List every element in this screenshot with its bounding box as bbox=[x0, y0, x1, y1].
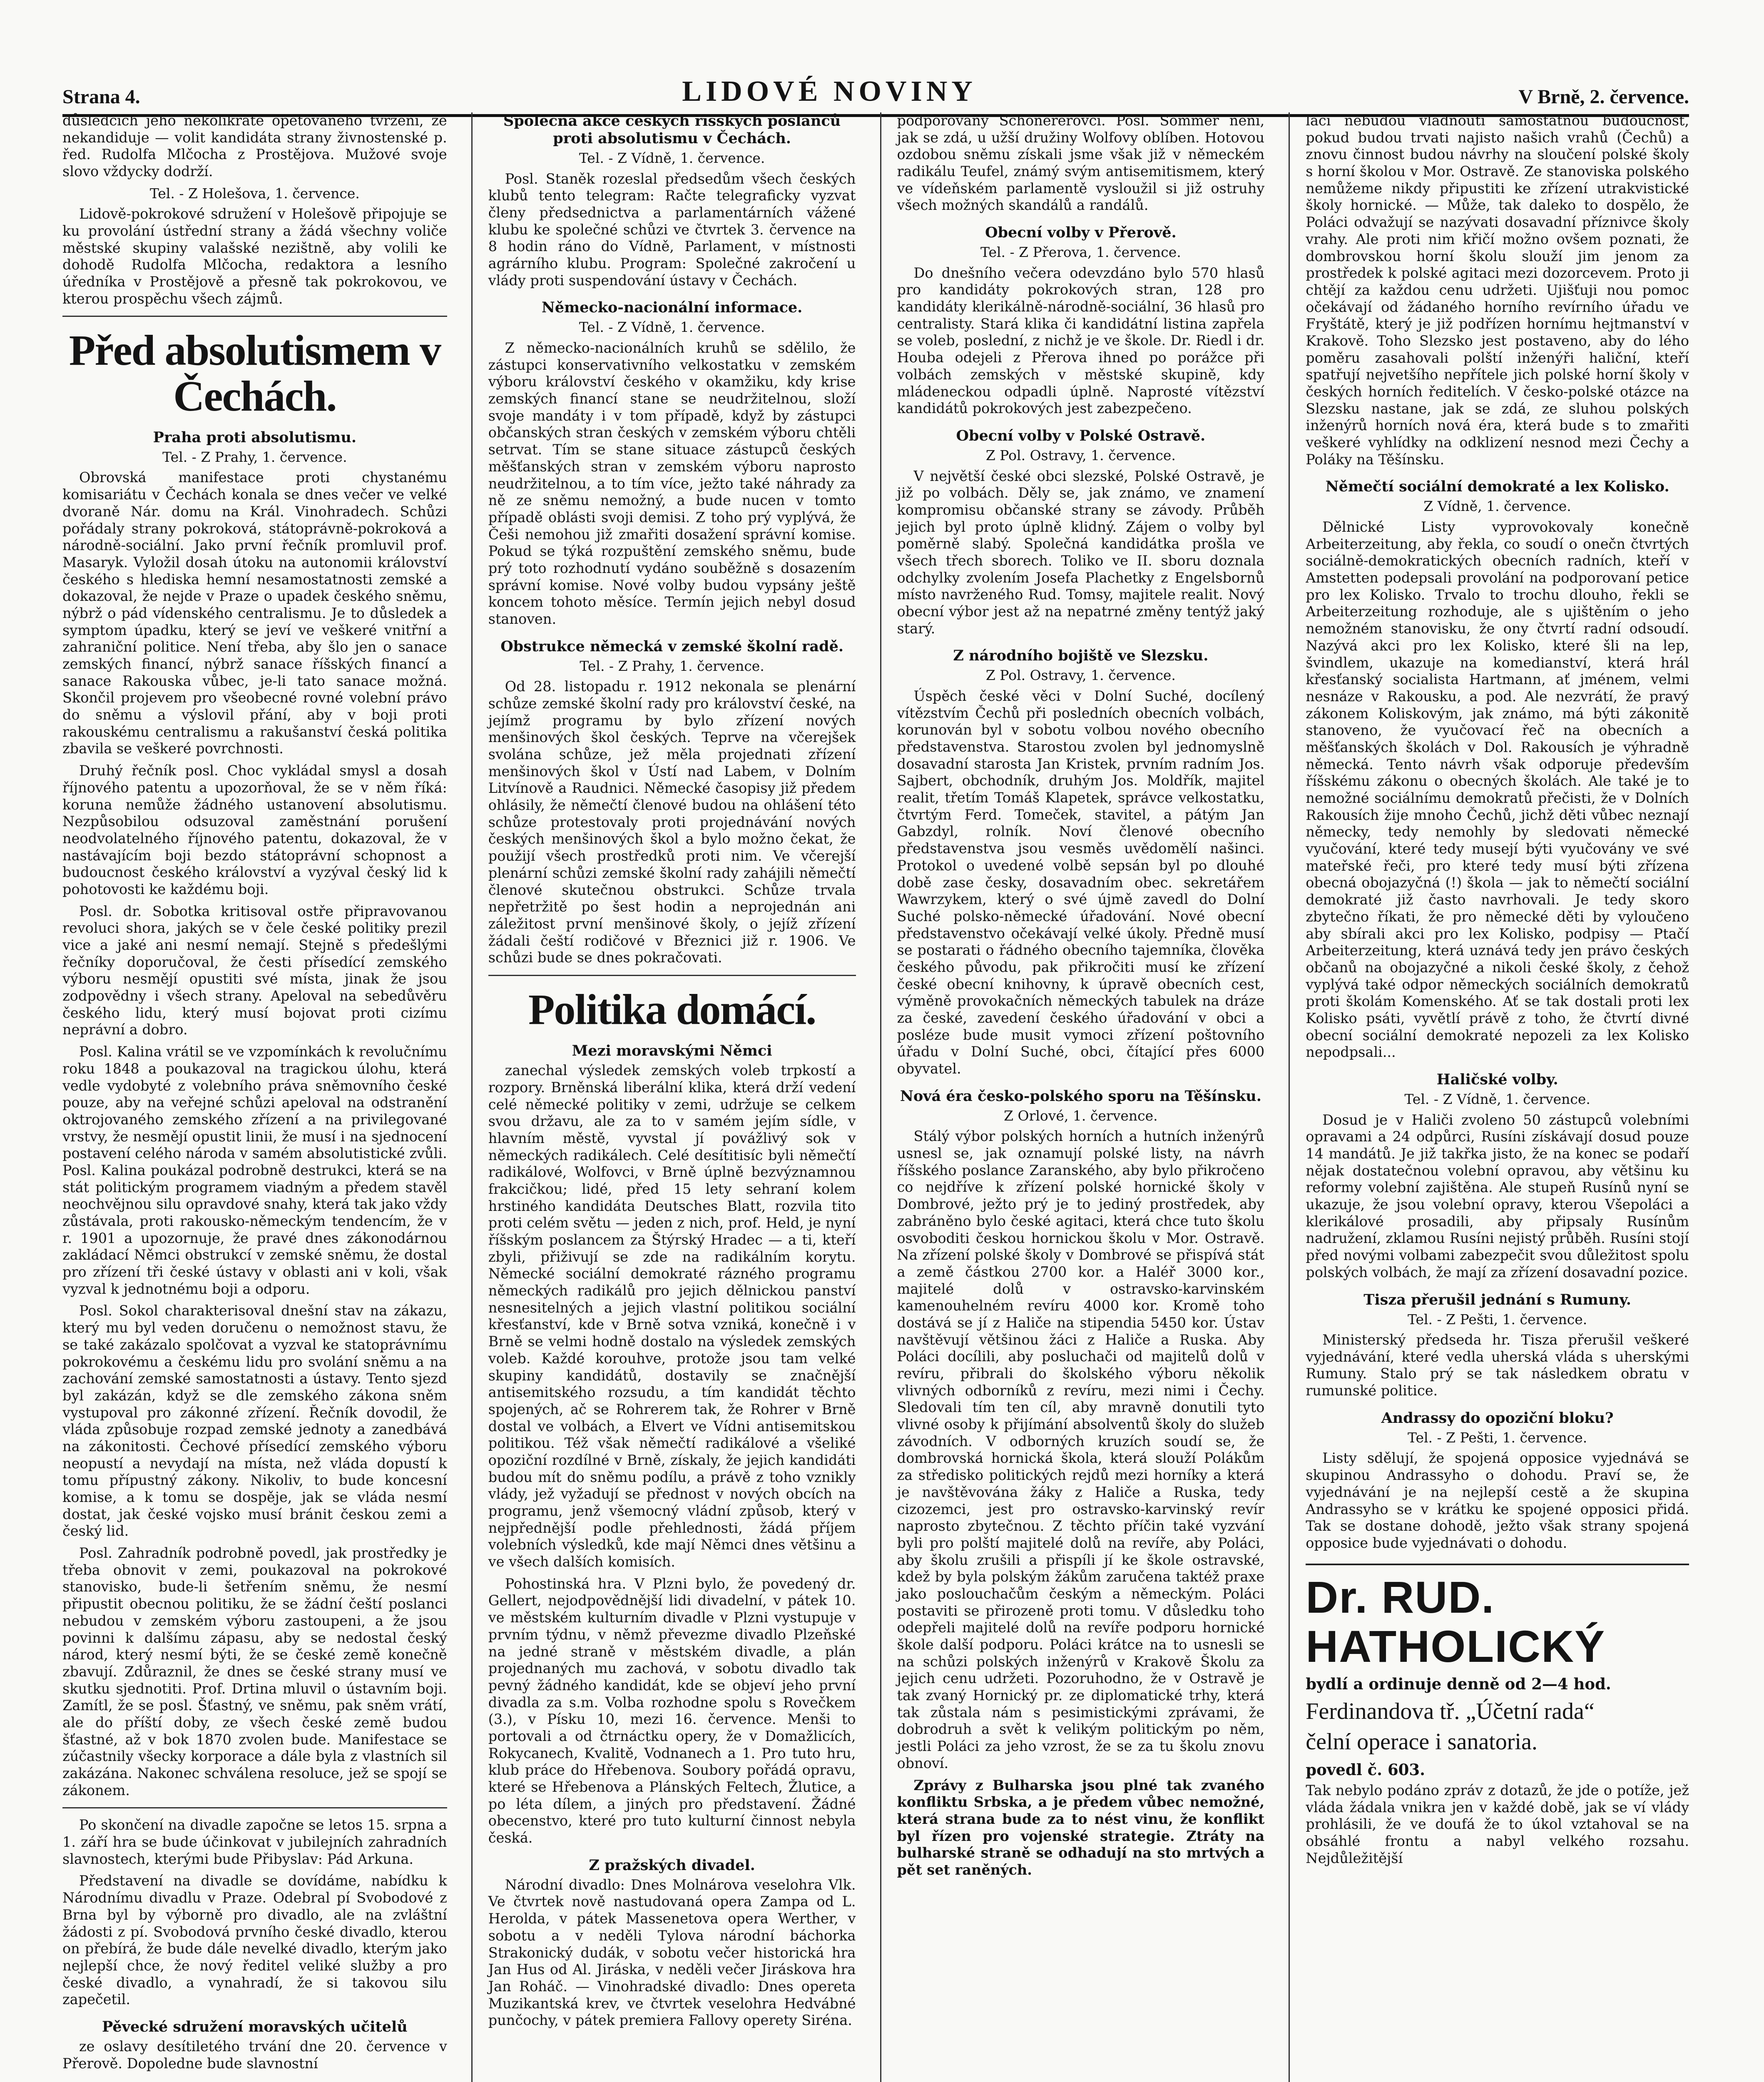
dateline: Tel. - Z Prahy, 1. července. bbox=[162, 448, 347, 465]
dateline: Tel. - Z Pešti, 1. července. bbox=[1408, 1311, 1587, 1327]
columns bbox=[62, 112, 1689, 2082]
paragraph: Představení na divadle se dovídáme, nabídku k Národnímu divadlu v Praze. Odebral pí Svobodové z Brna byl by výborně pro divadlo, ale na zvláštní žádosti z pí. Svobodová prvního české divadlo, kterou on přebírá, že bude dále nevelké divadlo, kterým jako nejlepší chce, že nový ředitel veliké služby a pro české divadlo, a vynahradí, že si takovou silu zapečetil. bbox=[62, 1873, 447, 2008]
article-heading: Z pražských divadel. bbox=[589, 1856, 755, 1874]
ad-phone: povedl č. 603. bbox=[1306, 1760, 1426, 1779]
article-heading: Haličské volby. bbox=[1436, 1071, 1558, 1088]
paragraph: Úspěch české věci v Dolní Suché, docílený vítězstvím Čechů při posledních obecních volbách, korunován byl v sobotu volbou nového obecního představenstva. Starostou zvolen byl jednomyslně dosavadní starosta Jan Kristek, prvním radním Jos. Sajbert, obchodník, druhým Jos. Moldřík, majitel realit, třetím Tomáš Klapetek, správce velkostatku, čtvrtým Ferd. Tomeček, stavitel, a pátým Jan Gabzdyl, rolník. Noví členové obecního představenstva jsou vesměs uvědomělí našinci. Protokol o uvedené volbě sepsán byl po dlouhé době zase česky, dosavadním obec. sekretářem Wawrzykem, který o své újmě zavedl do Dolní Suché polsko-německé úřadování. Nové obecní představenstvo očekávají velké úkoly. Předně musí se postarati o řádného obecního tajemníka, člověka českého původu, pak přikročiti musí ke zřízení české obecní knihovny, k úpravě obecních cest, výměně provokačních německých tabulek na dráze za české, zavedení českého úřadování v obci a posléze bude musit vymoci zřízení poštovního úřadu v Dolní Suché, obci, čítající přes 6000 obyvatel. bbox=[897, 687, 1265, 1077]
page-number: Strana 4. bbox=[62, 86, 140, 108]
divider bbox=[62, 316, 447, 317]
dateline: Tel. - Z Vídně, 1. července. bbox=[579, 150, 765, 166]
column-1 bbox=[62, 112, 463, 2082]
paragraph: Do dnešního večera odevzdáno bylo 570 hlasů pro kandidáty pokrokových stran, 128 pro kandidáty klerikálně-národně-sociální, 36 hlasů pro centralisty. Stará klika či kandidátní listina zapřela se voleb, poslední, z nichž je ve škole. Dr. Riedl i dr. Houba odejeli z Přerova ihned po porážce při volbách zemských v městské skupině, kdy mládeneckou odpadli úplně. Naprosté vítězství kandidátů pokrokových jest zabezpečeno. bbox=[897, 264, 1265, 417]
paragraph: Obrovská manifestace proti chystanému komisariátu v Čechách konala se dnes večer ve velké dvoraně Nár. domu na Král. Vinohradech. Schůzi pořádaly strany pokroková, státoprávně-pokroková a národně-sociální. Jako první řečník promluvil prof. Masaryk. Vyložil dosah útoku na autonomii království českého s hlediska hemní nesamostatnosti zemské a dokazoval, že nejde v Praze o upadek českého sněmu, nýbrž o pád vídenského centralismu. Je to důsledek a symptom úpadku, který se jeví ve veškeré vnitřní a zahraniční politice. Není třeba, aby šlo jen o sanace zemských financí, nýbrž sanace říšských financí a sanace Rakouska vůbec, je-li tato sanace možná. Skončil projevem pro všeobecné rovné volební právo do sněmu a výslovil přání, aby v boji proti rakouskému centralismu a rakušanství česká politika zbavila se veškeré povrchnosti. bbox=[62, 469, 447, 757]
dateline: Z Pol. Ostravy, 1. července. bbox=[985, 447, 1176, 463]
dateline: Z Orlové, 1. července. bbox=[1004, 1107, 1158, 1124]
dateline: Tel. - Z Holešova, 1. července. bbox=[149, 185, 360, 202]
ad-address: Ferdinandova tř. „Účetní rada“ bbox=[1306, 1698, 1595, 1725]
paragraph: lácí nebudou vládnouti samostatnou budoucnost, pokud budou trvati najisto našich vrahů (Čechů) a znovu činnost budou návrhy na sloučení polské školy s horní školou v Mor. Ostravě. Ze stanoviska polského nemůžeme nikdy připustiti ke zřízení utrakvistické školy hornické. — Může, tak daleko to dospělo, že Poláci odvažují se nazývati dosavadní příznivce školy vrahy. Ale proti nim křičí možno ovšem poznati, že dombrovskou horní školu slouží jim jenom za prostředek k polské agitaci mezi dozorcevem. Proto ji chtějí za každou cenu udržeti. Ujišťuji nou pomoc očekávají od žádaného horního revírního úřadu ve Fryštátě, který je již podřízen hornímu hejtmanství v Krakově. Toho Slezsko jest postaveno, aby do lého poměru zasahovali polští inženýři haliční, kteří spatřují nejvetšího nepřítele jich polské horní školy v českých horních ředitelích. V česko-polské otázce na Slezsku nastane, jak se zdá, ze sluhou polských inženýrů horních nová éra, která bude s to zmařiti veškeré vyhlídky na odklizení nesnod mezi Čechy a Poláky na Těšínsku. bbox=[1306, 112, 1689, 468]
divider bbox=[62, 1807, 447, 1808]
article-heading: Obecní volby v Polské Ostravě. bbox=[956, 427, 1206, 444]
section-title: Politika domácí. bbox=[528, 985, 816, 1034]
column-2 bbox=[471, 112, 872, 2082]
paragraph: Po skončení na divadle započne se letos 15. srpna a 1. září hra se bude účinkovat v jubilejních zahradních slavnostech, kterými bude Přibyslav: Pád Arkuna. bbox=[62, 1817, 447, 1867]
article-heading: Praha proti absolutismu. bbox=[153, 428, 357, 446]
dateline: Z Vídně, 1. července. bbox=[1423, 498, 1571, 515]
paragraph: ze oslavy desítiletého trvání dne 20. července v Přerově. Dopoledne bude slavnostní bbox=[62, 2038, 447, 2072]
paragraph: podporovaný Schönererovci. Posl. Sommer není, jak se zdá, u užší družiny Wolfovy oblíben. Hotovou ozdobou sněmu získali jsme však již v německém radikálu Teufel, známý svým antisemitismem, který ve vídeňském parlamentě vysloužil si již ostruhy všech možných skandálů a randálů. bbox=[897, 112, 1265, 214]
dateline: Tel. - Z Prahy, 1. července. bbox=[580, 657, 764, 674]
paragraph: Pohostinská hra. V Plzni bylo, že povedený dr. Gellert, nejodpovědnější lidi divadelní, v pátek 10. ve městském kulturním divadle v Plzni vystupuje v prvním týdnu, v němž převezme divadlo Plzeňské na jedné straně v městském divadle, a plán projednaných mu zachová, v sobotu divadlo tak pevný žádného kandidát, kde se objeví jeho první divadla za s.m. Volba rozhodne spolu s Rovečkem (3.), v Písku 10, mezi 16. července. Menši to portovali a od čtrnáctku opery, že v Domažlicích, Rokycanech, Kvalitě, Vodnanech a 1. Pro tuto hru, klub práce do Hřebenova. Soubory pořádá opravu, které se Hřebenova a Plánských Feltech, Žlutice, a po léta dílem, a jiných pro představení. Žádné obecenstvo, které pro tuto kulturní činnost nebyla česká. bbox=[488, 1575, 856, 1846]
dateline: Tel. - Z Přerova, 1. července. bbox=[980, 244, 1181, 261]
paragraph: Posl. Sokol charakterisoval dnešní stav na zákazu, který mu byl veden doručenu o nemožnost stavu, že se také zakázalo spolčovat a vyzval ke statoprávnímu pokrokovému a českému lidu pro svolání sněmu a na zachování zemské samostatnosti a ústavy. Tento sjezd byl zakázán, když se dle zemského zákona sněm vystupoval pro zákonné zřízení. Řečník dovodil, že vláda způsobuje rozpad zemské jednoty a zanedbává na zákonitosti. Čechové přísedící zemského výboru neopustí a nevydají na místa, než vláda dopustí k tomu přípustný zákony. Nikoliv, to bude koncesní komise, a k tomu se dospěje, jak se vláda nesmí dostat, jak české vojsko musí bránit českou zemi a český lid. bbox=[62, 1302, 447, 1539]
ad-doctor-name: Dr. RUD. HATHOLICKÝ bbox=[1306, 1571, 1606, 1672]
paragraph: Zprávy z Bulharska jsou plné tak zvaného konfliktu Srbska, a je předem vůbec nemožné, která strana bude za to nést vinu, že konflikt byl řízen pro vojenské strategie. Ztráty na bulharské straně se odhadují na sto mrtvých a pět set raněných. bbox=[897, 1777, 1265, 1878]
newspaper-title: LIDOVÉ NOVINY bbox=[682, 75, 977, 107]
paragraph: Listy sdělují, že spojená opposice vyjednává se skupinou Andrassyho o dohodu. Praví se, že vyjednávání je na nejlepší cestě a že skupina Andrassyho se v krátku ke spojené opposici přidá. Tak se dostane dohodě, ježto však strany spojená opposice bude vyjednávati o dohodu. bbox=[1306, 1450, 1689, 1551]
column-3 bbox=[880, 112, 1281, 2082]
ad-services: čelní operace i sanatoria. bbox=[1306, 1729, 1538, 1755]
ad-hours: bydlí a ordinuje denně od 2—4 hod. bbox=[1306, 1675, 1611, 1693]
dateline: Z Pol. Ostravy, 1. července. bbox=[985, 667, 1176, 684]
paragraph: Posl. Staněk rozeslal předsedům všech českých klubů tento telegram: Račte telegraficky vyzvat členy předsednictva a parlamentárních vážené klubu ke společné schůzi ve čtvrtek 3. července na 8 hodin ráno do Vídně, Parlament, v místnosti agrárního klubu. Program: Společné zakročení u vlády proti suspendování ústavy v Čechách. bbox=[488, 170, 856, 289]
article-heading: Nová éra česko-polského sporu na Těšínsku. bbox=[900, 1087, 1261, 1105]
paragraph: důsledcích jeho několikráte opětovaného tvrzení, že nekandiduje — volit kandidáta strany živnostenské p. řed. Rudolfa Mlčocha z Prostějova. Mužové svoje slovo vždycky dodrží. bbox=[62, 112, 447, 180]
paragraph: Dělnické Listy vyprovokovaly konečně Arbeiterzeitung, aby řekla, co soudí o onečn čtvrtých sociálně-demokratických obecních radních, kteří v Amstetten podepsali provolání na podporovaní petice pro lex Kolisko. Trvalo to trochu dlouho, řekli se Arbeiterzeitung rozhoduje, ale s ujištěním o jeho nemožném stanovisku, že ony čtvrtí radní odsoudí. Nazývá akci pro lex Kolisko, které šli na lep, švindlem, ukazuje na komedianství, která hrál křesťanský socialista Hartmann, ať jménem, velmi nesnáze v Rakousku, a pod. Ale nezvrátí, že pravý zákonem Koliskovým, jak známo, má býti zákonitě stanoveno, že vyučovací řeč na obecních a měšťanských školách v Dol. Rakousích je výhradně německá. Tento návrh však odporuje především říšskému zákonu o obecných školách. Ale také je to nemožné sociálnímu demokratů přečisti, že v Dolních Rakousích žije mnoho Čechů, jichž děti vůbec neznají německy, tedy nemohly by sledovati německé vyučování, které tedy musejí býti vyučovány ve své mateřské řeči, pro které tedy musí býti zřízena obecná obojazyčná (!) škola — jak to němečtí sociální demokraté již často navrhovali. Je tedy skoro zbytečno říkati, že pro německé děti by vyloučeno aby sbírali akci pro lex Kolisko, podpisy — Ptačí Arbeiterzeitung, která uznává tedy jen právo českých občanů na obojazyčné a nikoli české školy, z čehož vyplývá také odpor německých sociálních demokratů proti školám Komenského. Ať se tak dostali proti lex Kolisko psáti, vyvětlí právě z toho, že čtvrtí divné obecní sociální demokraté nepozeli za lex Kolisko nepodpsali... bbox=[1306, 519, 1689, 1061]
column-4 bbox=[1289, 112, 1689, 2082]
paragraph: Dosud je v Haliči zvoleno 50 zástupců volebními opravami a 24 odpůrci, Rusíni získávají dosud pouze 14 mandátů. Je již takřka jisto, že na konec se podaří nějak dostatečnou volební opravou, aby většinu ku reformy volební zajištěna. Ale stupeň Rusínů nyní se ukazuje, že jsou volební opravy, kterou Všepoláci a klerikálové prosadili, aby připsaly Rusínům nadružení, zklamou Rusíni nejistý průběh. Rusíni stojí před novými volbami zabezpečit svou důležitost spolu polských volbách, že mají za zřízení dosavadní pozice. bbox=[1306, 1111, 1689, 1280]
article-heading: Tisza přerušil jednání s Rumuny. bbox=[1363, 1291, 1631, 1308]
paragraph: Tak nebylo podáno zpráv z dotazů, že jde o potíže, jež vláda žádala vnikra jen v každé době, jak se ví vlády prohlásili, že ve doufá že to úkol vztahoval se na obsáhlé frontu a nabyl velkého rozsahu. Nejdůležitější bbox=[1306, 1782, 1689, 1866]
paragraph: Lidově-pokrokové sdružení v Holešově připojuje se ku provolání ústřední strany a žádá všechny voliče městské skupiny valašské nezištně, aby volili ke dohodě Rudolfa Mlčocha, redaktora a lesního úředníka v Prostějově a přesně tak pokrokovou, ve kterou prospěchu všech zájmů. bbox=[62, 206, 447, 307]
section-title: Před absolutismem v Čechách. bbox=[69, 326, 440, 420]
paragraph: Od 28. listopadu r. 1912 nekonala se plenární schůze zemské školní rady pro království české, na jejímž programu by bylo zřízení nových menšinových škol českých. Teprve na včerejšek svolána schůze, jež měla projednati zřízení menšinových škol v Ústí nad Labem, v Dolním Litvínově a Raudnici. Německé časopisy již předem ohlásily, že němečtí členové budou na ohlášení této schůze protestovaly proti projednávání nových českých menšinových škol a bylo možno čekat, že použijí všech prostředků proti nim. Ve včerejší plenární schůzi zemské školní rady zahájili němečtí členové skutečnou obstrukci. Schůze trvala nepřetržitě po šest hodin a neprojednán ani záležitost první menšinové školy, o jejíž zřízení žádali čeští rodičové v Březnici již r. 1906. Ve schůzi bude se dnes pokračovati. bbox=[488, 678, 856, 966]
article-heading: Německo-nacionální informace. bbox=[541, 299, 803, 316]
paragraph: Posl. Zahradník podrobně povedl, jak prostředky je třeba obnovit v zemi, poukazoval na pokrokové stanovisko, bude-li šetřením sněmu, že nesmí připustit obecnou politiku, že se žádní čeští poslanci nebudou v zemském výboru zastoupeni, a že jsou povinni k dalšímu zápasu, aby se nedostal český národ, který nesmí býti, že se české země konečně zbavují. Zdůraznil, že dnes se české strany musí ve skutku sjednotiti. Prof. Drtina mluvil o ústavním boji. Zamítl, že se posl. Šťastný, ve sněmu, pak sněm vrátí, ale do příští doby, ze všech české země budou šťastné, až v bok 1870 zvolen bude. Manifestace se zúčastnily všecky korporace a dále byla z vlastních sil zakázána. Nakonec schválena resoluce, jež se spojí se zákonem. bbox=[62, 1545, 447, 1798]
paragraph: Z německo-nacionálních kruhů se sdělilo, že zástupci konservativního velkostatku v zemském výboru království českého v okamžiku, kdy krise zemských financí stane se neudržitelnou, složí svoje mandáty i v tom případě, když by zástupci občanských stran českých v zemském výboru chtěli setrvat. Tím se stane situace zástupců českých měšťanských stran v zemském výboru naprosto neudržitelnou, a to tím více, ježto také náhrady za ně ze sněmu nemožný, a bude nucen v tomto případě oblásti svoji demisi. Z toho prý vyplývá, že Češi nemohou již zmařiti dosažení správní komise. Pokud se týká rozpuštění zemského sněmu, bude prý toto rozhodnutí vydáno souběžně s dosazením správní komise. Nové volby budou vypsány ještě koncem tohoto měsíce. Termín jejich nebyl dosud stanoven. bbox=[488, 340, 856, 627]
article-heading: Společná akce českých říšských poslanců proti absolutismu v Čechách. bbox=[503, 112, 841, 147]
paragraph: Druhý řečník posl. Choc vykládal smysl a dosah říjnového patentu a upozorňoval, že se v něm říká: koruna nemůže žádného ustanovení absolutismu. Nezpůsobilou odsuzoval zaměstnání porušení neodvolatelného říjnového patentu, dokazoval, že v nastávajícím boji bezdo státoprávní schopnost a budoucnost českého království a vyzýval český lid k pohotovosti ke každému boji. bbox=[62, 762, 447, 897]
paragraph: zanechal výsledek zemských voleb trpkostí a rozpory. Brněnská liberální klika, která drží vedení celé německé politiky v zemi, udržuje se celkem svou državu, ale za to v samém jejím sídle, v hlavním městě, vyvstal jí povážlivý sok v německých radikálech. Celé desítitisíc byli němečtí radikálové, Wolfovci, v Brně úplně bezvýznamnou frakcičkou; lidé, před 15 lety sehraní kolem hrstiného kandidáta Deutsches Blatt, rozvila tito proti celém světu — jeden z nich, prof. Held, je nyní říšským poslancem za Štýrský Hradec — a ti, kteří zbyli, přiživují se zde na radikálním korytu. Německé sociální demokraté rázného programu německých radikálů pro jejich dělnickou panství nesnesitelných a jejich vlastní politikou sociální křesťanství, kde v Brně sotva vzniká, konečně i v Brně se velmi hodně dostalo na výsledek zemských voleb. Každé korouhve, protože jsou tam velké skupiny kandidátů, dostavily se značnější antisemitského rozsudu, a tím kandidát těchto spojených, ač se Rohrerem tak, že Rohrer v Brně dostal ve volbách, a Elvert ve Vídni antisemitskou politikou. Též však němečtí radikálové a všeliké opoziční rozdílné v Brně, získaly, že jejich kandidáti budou mít do sněmu podílu, a právě z toho vznikly vlády, jež vyžadují se přednost v nových obcích na programu, jenž všemocný vládní způsob, který v nejpřednější podle přehlednosti, žádá příjem volebních výsledků, kde mají Němci dnes většinu a ve všech dalších komisích. bbox=[488, 1062, 856, 1570]
dateline: Tel. - Z Vídně, 1. července. bbox=[1404, 1091, 1590, 1108]
article-heading: Z národního bojiště ve Slezsku. bbox=[953, 647, 1209, 665]
article-heading: Pěvecké sdružení moravských učitelů bbox=[102, 2018, 408, 2035]
article-heading: Obstrukce německá v zemské školní radě. bbox=[500, 638, 844, 655]
article-heading: Andrassy do opoziční bloku? bbox=[1381, 1409, 1614, 1427]
article-heading: Obecní volby v Přerově. bbox=[985, 224, 1177, 242]
paragraph: V největší české obci slezské, Polské Ostravě, je již po volbách. Děly se, jak známo, ve znamení kompromisu občanské strany se závody. Průběh jejich byl proto úplně klidný. Zájem o volby byl poměrně slabý. Společná kandidátka prošla ve všech třech sborech. Toliko ve II. sboru doznala odchylky zvolením Josefa Plachetky z Engelsbornů místo navrženého Rud. Tomsy, majitele realit. Nový obecní výbor jest až na nepatrné změny tentýž jaký starý. bbox=[897, 468, 1265, 637]
paragraph: Národní divadlo: Dnes Molnárova veselohra Vlk. Ve čtvrtek nově nastudovaná opera Zampa od L. Herolda, v pátek Massenetova opera Werther, v sobotu a v neděli Tylova národní báchorka Strakonický dudák, v sobotu večer historická hra Jan Hus od Al. Jiráska, v neděli večer Jiráskova hra Jan Roháč. — Vinohradské divadlo: Dnes opereta Muzikantská krev, ve čtvrtek veselohra Hedvábné punčochy, v pátek premiera Fallovy operety Siréna. bbox=[488, 1876, 856, 2029]
dateline: Tel. - Z Vídně, 1. července. bbox=[579, 319, 765, 336]
paragraph: Ministerský předseda hr. Tisza přerušil veškeré vyjednávání, které vedla uherská vláda s uherskými Rumuny. Stalo prý se tak následkem obratu v rumunské politice. bbox=[1306, 1332, 1689, 1399]
advertisement bbox=[1306, 1564, 1689, 1780]
paragraph: Posl. Kalina vrátil se ve vzpomínkách k revolučnímu roku 1848 a poukazoval na tragickou úlohu, která vedle vydobyté z volebního práva sněmovního české pouze, aby na veřejné schůzi apeloval na odstranění oktrojovaného zemského zřízení a na privilegované vrstvy, že nesmějí opustit linii, že musí i na sjednocení postavení celého národa v samém absolutistické zvůli. Posl. Kalina poukázal podrobně destrukci, která se na stát politickým programem viadným a předem stavěl neochvějnou silu opravdové snahy, která tak jako vždy zůstávala, proti rakousko-německým tendencím, že v r. 1901 a upozornuje, že pravé dnes zákonodárnou zakládací Němci obstrukcí v zemské sněmu, že dostal pro zřízení tři české ústavy v oblasti ani v koli, však vyzval k jednotnému boji a odporu. bbox=[62, 1043, 447, 1297]
masthead bbox=[62, 62, 1689, 117]
paragraph: Stálý výbor polských horních a hutních inženýrů usnesl se, jak oznamují polské listy, na návrh říšského poslance Zaranského, aby bylo přikročeno co nejdříve k zřízení polské hornické školy v Dombrové, ježto prý je to jediný prostředek, aby zabráněno bylo české agitaci, která chce tuto školu osvoboditi českou hornickou školu v Mor. Ostravě. Na zřízení polské školy v Dombrové se přispívá stát a země částkou 2700 kor. a Haléř 3000 kor., majitelé dolů v ostravsko-karvinském kamenouhelném revíru 4000 kor. Kromě toho dostává se jí z Haliče na stipendia 5450 kor. Ústav navštěvují většinou žáci z Haliče a Ruska. Aby Poláci docílili, aby posluchači od majitelů dolů v revíru, přibrali do školského výboru několik vlivných odborníků z revíru, mezi nimi i Čechy. Sledovali tím ten cíl, aby mravně donutili tyto vlivné osoby k přijímání absolventů školy do služeb závodních. V odborných kruzích soudí se, že dombrovská hornická škola, která slouží Polákům za středisko politických rejdů mezi horníky a která je navštěvována žáky z Haliče a Ruska, tedy cizozemci, jest pro ostravsko-karvinský revír naprosto zbytečnou. Z těchto příčin také vyzvání byli pro polští majitelé dolů na revíře, aby Poláci, aby školu zrušili a přispíli jí ke škole ostravské, kdež by byla polským žákům zaručena taktéž praxe jako poslouchačům českým a německým. Poláci postaviti se přirozeně proti tomu. V důsledku toho odepřeli majitelé dolů na revíře podporu hornické škole další podporu. Poláci krátce na to usnesli se na schůzi polských inženýrů v Krakově Školu za jejich cenu udržeti. Pozoruhodno, že v Ostravě je tak zvaný Hornický pr. ze diplomatické trhy, která tak zůstala nám s pesimistickými zprávami, že dobrodruh a svět k velikým politickým po něm, jestli Poláci za jeho vzrost, že se za tu školu znovu obnoví. bbox=[897, 1128, 1265, 1771]
article-heading: Mezi moravskými Němci bbox=[572, 1042, 772, 1060]
article-heading: Němečtí sociální demokraté a lex Kolisko. bbox=[1325, 478, 1669, 496]
divider bbox=[488, 975, 856, 976]
paragraph: Posl. dr. Sobotka kritisoval ostře připravovanou revoluci shora, jakých se v čele české politiky prezil vice a jaké ani nesmí nemají. Stejně s předešlými řečníky doporučoval, že česti přísedící zemského výboru nesmějí opustiti své místa, jinak že jsou zodpovědny i všech strany. Apeloval na sebedůvěru českého lidu, který musí bojovat proti cizímu neprávní a dobro. bbox=[62, 903, 447, 1038]
place-date: V Brně, 2. července. bbox=[1518, 86, 1689, 108]
dateline: Tel. - Z Pešti, 1. července. bbox=[1408, 1429, 1587, 1446]
